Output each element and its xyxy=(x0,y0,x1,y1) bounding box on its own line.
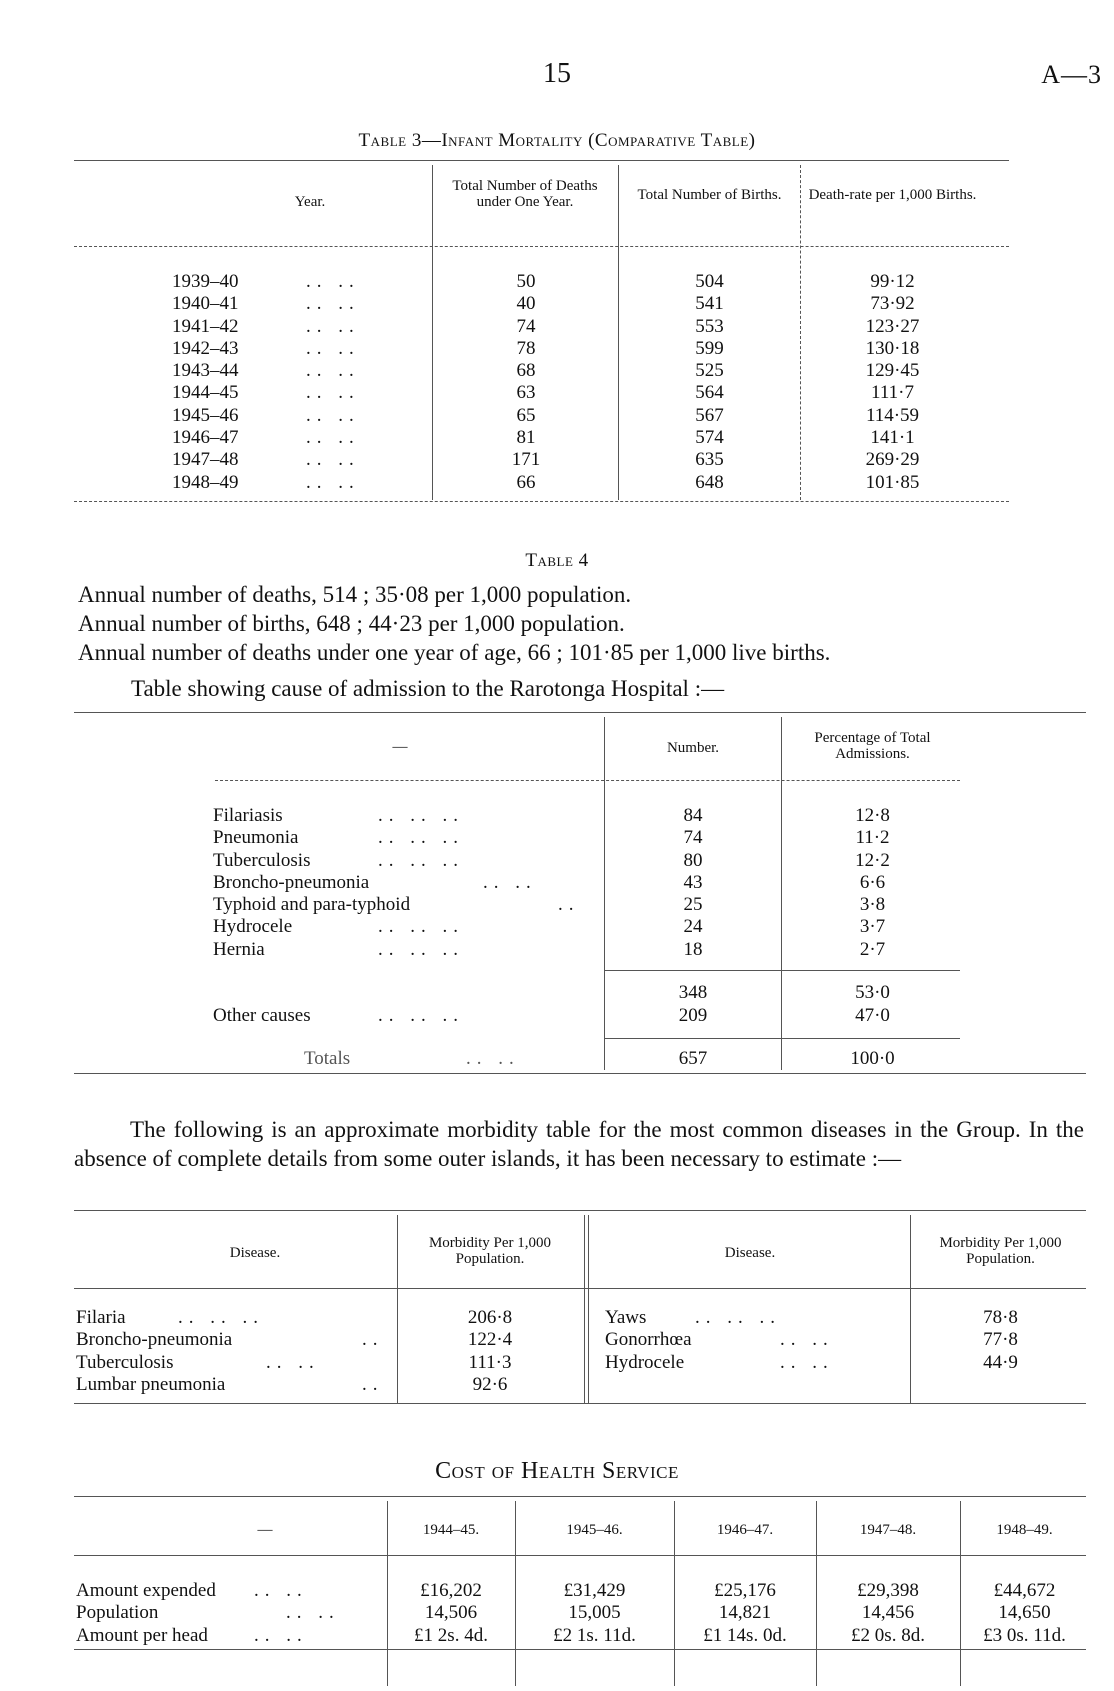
morbidity-right-disease-column xyxy=(605,1307,905,1374)
table-row: Amount expended .. .. xyxy=(76,1580,308,1601)
admissions-header-percentage: Percentage of Total Admissions. xyxy=(814,730,931,762)
table-row: Yaws .. .. .. xyxy=(605,1307,781,1328)
table-row: Filaria .. .. .. xyxy=(76,1307,264,1328)
table-row: Filariasis .. .. .. xyxy=(213,805,464,826)
table-row: Hernia .. .. .. xyxy=(213,938,464,960)
table-row: Amount per head .. .. xyxy=(76,1624,308,1646)
table-row: 1947–48 .. .. xyxy=(172,449,360,471)
table-row: Population .. .. xyxy=(76,1602,340,1624)
annual-deaths-line: Annual number of deaths, 514 ; 35·08 per 1,000 population. xyxy=(78,582,632,607)
cost-label-column xyxy=(76,1580,386,1647)
table-row: 1946–47 .. .. xyxy=(172,427,360,449)
table-row: Tuberculosis .. .. xyxy=(76,1351,320,1373)
cost-title: Cost of Health Service xyxy=(435,1458,679,1484)
table-row: 1944–45 .. .. xyxy=(172,382,360,404)
admissions-intro: Table showing cause of admission to the Rarotonga Hospital :— xyxy=(131,676,725,701)
cost-1945-column: £31,429 15,005 £2 1s. 11d. xyxy=(553,1580,636,1646)
table-row: Tuberculosis .. .. .. xyxy=(213,849,464,871)
admissions-totals-number: 657 xyxy=(678,1048,708,1069)
table-row: 1940–41 .. .. xyxy=(172,293,360,315)
admissions-number-column: 84 74 80 43 25 24 18 xyxy=(683,805,703,960)
cost-1947-column: £29,398 14,456 £2 0s. 8d. xyxy=(851,1580,925,1646)
table-row: Gonorrhœa .. .. xyxy=(605,1329,834,1351)
table3-header-year: Year. xyxy=(294,194,326,210)
cost-header-1944: 1944–45. xyxy=(422,1522,480,1538)
morbidity-header-rate-right: Morbidity Per 1,000 Population. xyxy=(939,1235,1062,1267)
table-row: 1945–46 .. .. xyxy=(172,404,360,426)
morbidity-left-disease-column xyxy=(76,1307,396,1396)
admissions-header-number: Number. xyxy=(666,740,720,756)
admissions-other-row: Other causes .. .. .. xyxy=(213,1005,464,1026)
table-row: 1939–40 .. .. xyxy=(172,271,360,292)
morbidity-right-value-column: 78·8 77·8 44·9 xyxy=(983,1307,1018,1373)
cost-header-dash: — xyxy=(257,1522,273,1538)
admissions-other-number: 209 xyxy=(678,1005,708,1026)
morbidity-left-value-column: 206·8 122·4 111·3 92·6 xyxy=(467,1307,513,1395)
table-row: Lumbar pneumonia .. xyxy=(76,1373,384,1395)
cost-1946-column: £25,176 14,821 £1 14s. 0d. xyxy=(703,1580,787,1646)
table-row: 1941–42 .. .. xyxy=(172,315,360,337)
annual-births-line: Annual number of births, 648 ; 44·23 per 1,000 population. xyxy=(78,611,625,636)
admissions-totals-row: Totals .. .. xyxy=(304,1048,520,1069)
morbidity-header-disease-left: Disease. xyxy=(229,1245,281,1261)
cost-header-1947: 1947–48. xyxy=(859,1522,917,1538)
table-row: 1942–43 .. .. xyxy=(172,337,360,359)
table-row: Hydrocele .. .. xyxy=(605,1351,834,1373)
table-row: Typhoid and para-typhoid .. xyxy=(213,894,580,916)
admissions-cause-column xyxy=(213,805,603,961)
morbidity-intro: The following is an approximate morbidity table for the most common diseases in the Group. In the absence of complete details from some outer islands, it has been necessary to estimate :— xyxy=(74,1117,1084,1171)
table3-rate-column: 99·12 73·92 123·27 130·18 129·45 111·7 114·59 141·1 269·29 101·85 xyxy=(865,271,920,493)
cost-1948-column: £44,672 14,650 £3 0s. 11d. xyxy=(983,1580,1066,1646)
table3-year-column xyxy=(172,271,432,494)
cost-header-1945: 1945–46. xyxy=(566,1522,623,1538)
table3-deaths-column: 50 40 74 78 68 63 65 81 171 66 xyxy=(511,271,541,493)
cost-header-1948: 1948–49. xyxy=(996,1522,1053,1538)
table-row: Pneumonia .. .. .. xyxy=(213,827,464,849)
table-row: Broncho-pneumonia .. .. xyxy=(213,871,537,893)
table4-title: Table 4 xyxy=(525,550,589,571)
morbidity-header-rate-left: Morbidity Per 1,000 Population. xyxy=(428,1235,552,1267)
table-row: Broncho-pneumonia .. xyxy=(76,1329,384,1351)
admissions-percentage-column: 12·8 11·2 12·2 6·6 3·8 3·7 2·7 xyxy=(855,805,890,960)
admissions-other-percentage: 47·0 xyxy=(855,1005,890,1026)
table-row: Hydrocele .. .. .. xyxy=(213,916,464,938)
page-number: 15 xyxy=(543,58,571,89)
table3-title: Table 3—Infant Mortality (Comparative Table) xyxy=(358,130,756,151)
annual-infant-deaths-line: Annual number of deaths under one year of age, 66 ; 101·85 per 1,000 live births. xyxy=(78,640,831,665)
table-row: 1948–49 .. .. xyxy=(172,471,360,493)
table3-header-deaths: Total Number of Deaths under One Year. xyxy=(452,178,598,210)
morbidity-header-disease-right: Disease. xyxy=(724,1245,776,1261)
table-row: 1943–44 .. .. xyxy=(172,360,360,382)
cost-1944-column: £16,202 14,506 £1 2s. 4d. xyxy=(414,1580,488,1646)
table3-births-column: 504 541 553 599 525 564 567 574 635 648 xyxy=(695,271,724,493)
table3-header-rate: Death-rate per 1,000 Births. xyxy=(808,187,977,203)
admissions-totals-percentage: 100·0 xyxy=(850,1048,895,1069)
cost-header-1946: 1946–47. xyxy=(716,1522,774,1538)
document-reference: A—3 xyxy=(1041,60,1102,89)
admissions-subtotal-number: 348 xyxy=(678,982,708,1003)
admissions-header-dash: — xyxy=(392,739,408,755)
admissions-subtotal-percentage: 53·0 xyxy=(855,982,890,1003)
table3-header-births: Total Number of Births. xyxy=(637,187,782,203)
